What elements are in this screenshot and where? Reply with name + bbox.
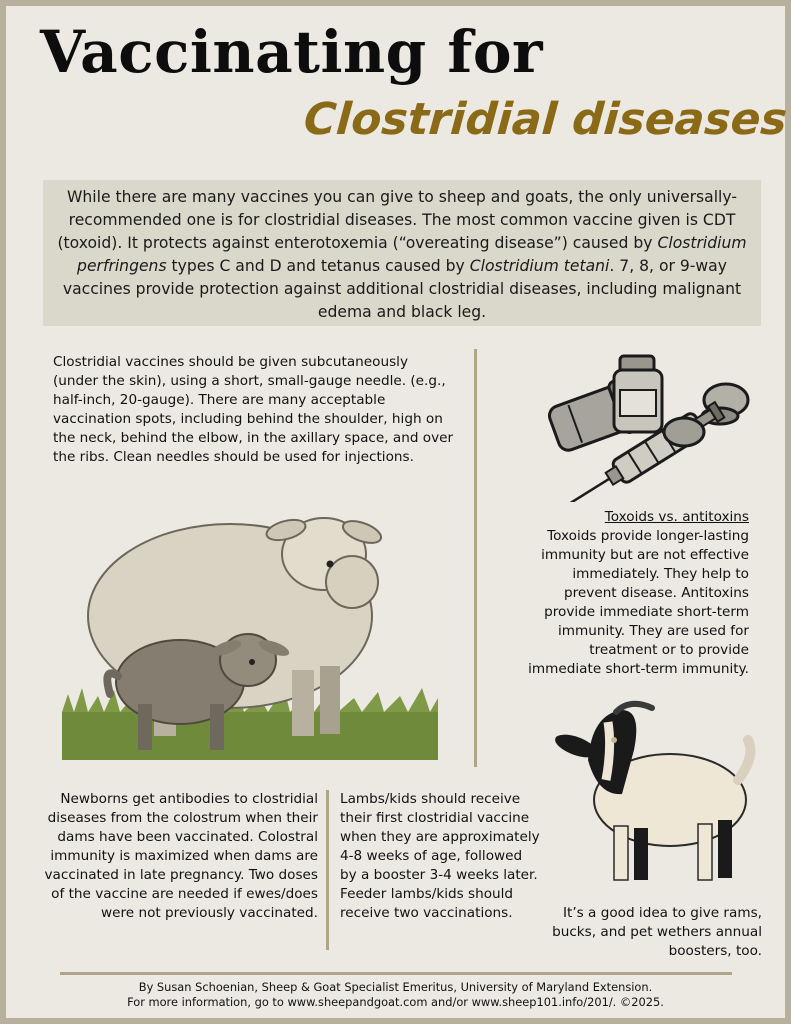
goat-illustration [552, 700, 756, 894]
intro-text-3: . 7, 8, or 9-way vaccines provide protection against additional clostridial diseases, including malignant edema and black leg. [62, 257, 742, 321]
boosters-text: It’s a good idea to give rams, bucks, and pet wethers annual boosters, too. [552, 905, 762, 959]
toxoids-text: Toxoids provide longer-lasting immunity but are not effective immediately. They help to prevent disease. Antitoxins provide immediate short-term immunity. They are used for treatment or to provide immediate short-term immunity. [528, 528, 749, 677]
title-line-2: Clostridial diseases [302, 94, 789, 145]
vertical-divider-upper [474, 349, 477, 767]
lambs-text: Lambs/kids should receive their first clostridial vaccine when they are approximately 4-8 weeks of age, followed by a booster 3-4 weeks later. Feeder lambs/kids should receive two vaccinations. [340, 791, 540, 921]
intro-box [43, 180, 761, 326]
intro-text-1: While there are many vaccines you can give to sheep and goats, the only universally-recommended one is for clostridial diseases. The most common vaccine given is CDT (toxoid). It protects against enterotoxemia (“overeating disease”) caused by [57, 188, 737, 252]
footer-links: For more information, go to www.sheepandgoat.com and/or www.sheep101.info/201/. ©2025. [127, 995, 664, 1009]
poster [6, 6, 789, 1018]
footer-divider [60, 972, 732, 975]
ewe-and-lamb-illustration [62, 498, 438, 760]
intro-species-2: Clostridium tetani [469, 257, 610, 275]
administration-text: Clostridial vaccines should be given subcutaneously (under the skin), using a short, small-gauge needle. (e.g., half-inch, 20-gauge). There are many acceptable vaccination spots, including behind the shoulder, high on the neck, behind the elbow, in the axillary space, and over the ribs. Clean needles should be used for injections. [53, 354, 454, 465]
intro-text-2: types C and D and tetanus caused by [166, 257, 470, 275]
vaccine-vials-syringe-illustration [534, 342, 754, 502]
title-line-1: Vaccinating for [40, 18, 544, 86]
toxoids-heading: Toxoids vs. antitoxins [604, 509, 749, 525]
vertical-divider-lower [326, 790, 329, 950]
footer [36, 980, 755, 1010]
footer-credit: By Susan Schoenian, Sheep & Goat Specialist Emeritus, University of Maryland Extension. [138, 980, 653, 994]
intro-species-1: Clostridium perfringens [77, 234, 747, 275]
newborns-text: Newborns get antibodies to clostridial diseases from the colostrum when their dams have been vaccinated. Colostral immunity is maximized when dams are vaccinated in late pregnancy. Two doses of the vaccine are needed if ewes/does were not previously vaccinated. [44, 791, 318, 921]
toxoids-box [516, 508, 749, 679]
